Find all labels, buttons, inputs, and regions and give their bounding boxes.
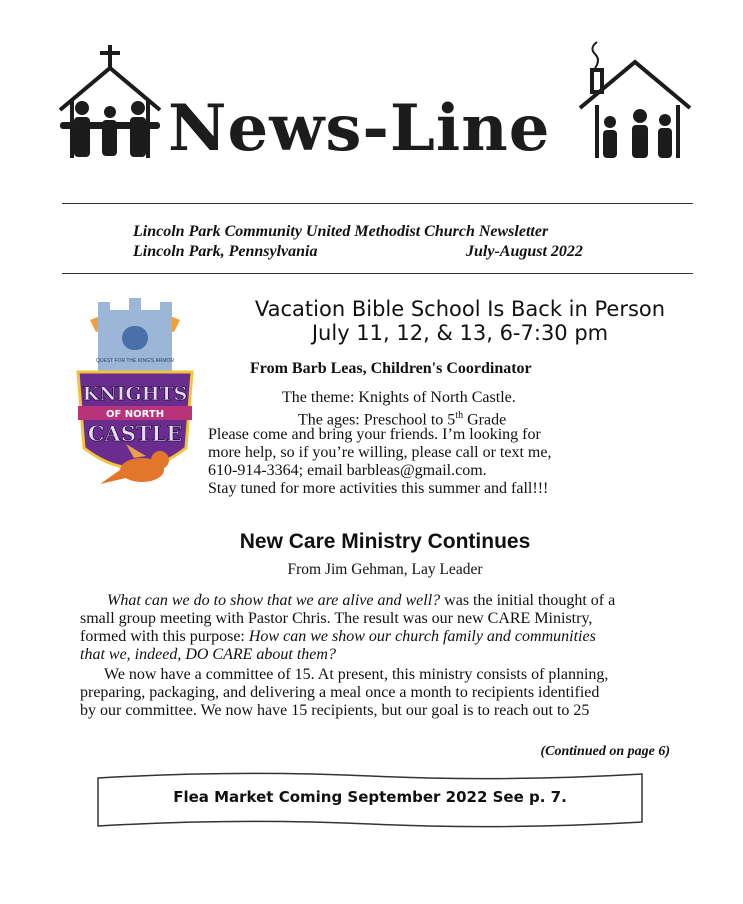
care-paragraph-2-line: preparing, packaging, and delivering a meal once a month to recipients identified	[80, 684, 600, 701]
vbs-dates: July 11, 12, & 13, 6-7:30 pm	[311, 321, 609, 345]
vbs-theme: The theme: Knights of North Castle.	[282, 389, 516, 406]
location: Lincoln Park, Pennsylvania	[133, 243, 318, 260]
continued-note: (Continued on page 6)	[540, 744, 670, 759]
top-rule	[62, 203, 693, 204]
vbs-body-line: Please come and bring your friends. I’m looking for	[208, 426, 541, 443]
vbs-logo-castle: CASTLE	[87, 421, 183, 446]
bottom-rule	[62, 273, 693, 274]
vbs-body-line: more help, so if you’re willing, please call or text me,	[208, 444, 552, 461]
vbs-body-line: Stay tuned for more activities this summer and fall!!!	[208, 480, 549, 497]
care-paragraph-2-line: by our committee. We now have 15 recipients, but our goal is to reach out to 25	[80, 702, 590, 719]
care-paragraph-1: What can we do to show that we are alive and well? was the initial thought of a	[107, 592, 616, 609]
care-paragraph-1-line: that we, indeed, DO CARE about them?	[80, 646, 336, 663]
vbs-contact: 610-914-3364; email barbleas@gmail.com.	[208, 462, 487, 479]
care-paragraph-2: We now have a committee of 15. At present, this ministry consists of planning,	[104, 666, 609, 683]
flea-market-text: Flea Market Coming September 2022 See p. 7.	[173, 788, 567, 806]
care-byline: From Jim Gehman, Lay Leader	[287, 561, 483, 578]
vbs-heading: Vacation Bible School Is Back in Person	[254, 297, 666, 321]
church-name: Lincoln Park Community United Methodist Church Newsletter	[133, 223, 549, 240]
family-left-icon	[60, 101, 160, 157]
vbs-logo-image	[70, 298, 200, 498]
vbs-ages: The ages: Preschool to 5th Grade	[298, 410, 507, 429]
vbs-logo-of-north: OF NORTH	[105, 409, 165, 420]
vbs-logo-knights: KNIGHTS	[82, 383, 188, 405]
care-paragraph-1-line: small group meeting with Pastor Chris. The result was our new CARE Ministry,	[80, 610, 593, 627]
vbs-byline: From Barb Leas, Children's Coordinator	[250, 360, 532, 377]
issue-date: July-August 2022	[466, 243, 583, 260]
vbs-logo-banner: QUEST FOR THE KING'S ARMOR	[95, 358, 175, 364]
care-paragraph-1-line: formed with this purpose: How can we show our church family and communities	[80, 628, 596, 645]
masthead-logo	[50, 40, 700, 175]
newsletter-title: News-Line	[168, 91, 551, 166]
family-right-icon	[603, 109, 672, 158]
care-heading: New Care Ministry Continues	[239, 530, 531, 553]
